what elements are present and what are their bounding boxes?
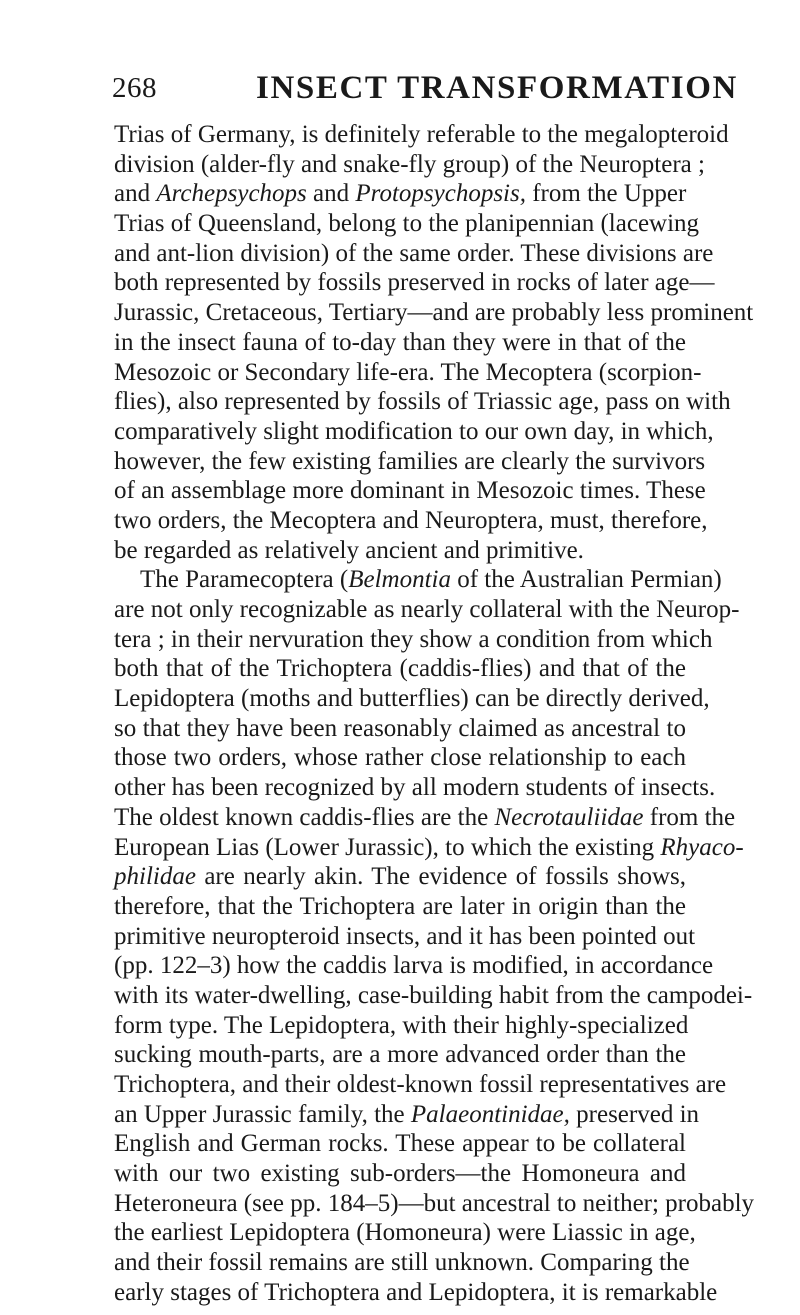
text-line [114,387,731,417]
text-line [114,328,686,358]
running-head [0,70,800,110]
text-run: and ant-lion division) of the same order. These divisions are [114,239,714,267]
text-run: Trichoptera, and their oldest-known fossil representatives are [114,1071,727,1098]
text-run: The oldest known caddis-flies are the [114,803,495,831]
text-line [114,120,729,150]
text-run: (pp. 122–3) how the caddis larva is modified, in accordance [114,952,714,980]
text-run: division (alder-fly and snake-fly group) of the Neuroptera ; [114,150,705,178]
italic-term: Palaeontinidae, [410,1100,570,1128]
text-run: and their fossil remains are still unknown. Comparing the [114,1249,690,1277]
text-line [114,922,696,952]
text-line [114,1011,689,1041]
text-line [114,892,686,922]
text-line [114,179,686,209]
text-line [114,150,705,180]
text-line [114,1159,686,1189]
text-line [114,239,714,269]
text-run: English and German rocks. These appear to be collateral [114,1130,686,1158]
text-line [114,268,715,298]
text-run: two orders, the Mecoptera and Neuroptera, must, therefore, [114,506,708,534]
text-run: and [306,180,356,208]
text-run: with its water-dwelling, case-building habit from the campodei- [114,981,753,1009]
italic-term: Protopsychopsis, [355,180,526,208]
text-run: of the Australian Permian) [450,566,722,594]
text-line [114,1040,686,1070]
text-line [114,417,714,447]
text-line [114,743,686,773]
text-line [114,1070,727,1100]
text-line [114,1218,696,1248]
text-run: Lepidoptera (moths and butterflies) can be directly derived, [114,685,710,713]
text-run: flies), also represented by fossils of Triassic age, pass on with [114,388,731,416]
text-run: therefore, that the Trichoptera are later in origin than the [114,892,686,920]
text-run: primitive neuropteroid insects, and it has been pointed out [114,922,696,950]
italic-term: philidae [114,863,196,891]
text-line [114,358,702,388]
text-line [114,654,686,684]
text-run: sucking mouth-parts, are a more advanced order than the [114,1041,686,1069]
text-line [114,298,754,328]
text-line [114,1278,718,1308]
text-line [114,773,716,803]
text-run: are not only recognizable as nearly collateral with the Neurop- [114,596,740,623]
text-run: Trias of Queensland, belong to the planipennian (lacewing [114,210,700,238]
text-line [114,1129,686,1159]
text-run: however, the few existing families are clearly the survivors [114,447,706,475]
text-run: with our two existing sub-orders—the Homoneura and [114,1160,686,1188]
text-run: from the [643,803,736,831]
italic-term: Rhyaco- [660,833,744,861]
text-line [114,803,736,833]
italic-term: Necrotauliidae [494,803,644,831]
text-run: those two orders, whose rather close relationship to each [114,744,686,772]
text-line [114,565,722,595]
text-line [114,506,708,536]
page-number: 268 [112,72,157,104]
text-run: in the insect fauna of to-day than they were in that of the [114,328,686,356]
text-run: both that of the Trichoptera (caddis-flies) and that of the [114,655,686,683]
text-run: early stages of Trichoptera and Lepidoptera, it is remarkable [114,1278,718,1306]
text-run: comparatively slight modification to our own day, in which, [114,417,714,445]
text-run: European Lias (Lower Jurassic), to which the existing [114,833,661,861]
text-line [114,625,713,655]
text-run: Jurassic, Cretaceous, Tertiary—and are probably less prominent [114,299,754,327]
text-run: and [114,180,157,208]
body-text [114,120,755,1308]
text-line [114,862,686,892]
text-run: form type. The Lepidoptera, with their highly-specialized [114,1011,689,1039]
text-line [114,714,686,744]
text-line [114,1248,690,1278]
text-line [114,447,706,477]
text-line [114,209,700,239]
text-run: so that they have been reasonably claimed as ancestral to [114,714,686,742]
text-run: Mesozoic or Secondary life-era. The Mecoptera (scorpion- [114,358,702,386]
text-run: of an assemblage more dominant in Mesozoic times. These [114,477,706,505]
text-line [114,595,740,625]
text-line [114,476,706,506]
text-line [114,1100,700,1130]
text-line [114,536,686,566]
italic-term: Belmontia [348,566,451,594]
text-line [114,833,744,863]
italic-term: Archepsychops [156,180,307,208]
text-line [114,951,714,981]
text-run: preserved in [569,1100,700,1128]
text-run: be regarded as relatively ancient and primitive. [114,536,584,564]
text-line [114,684,710,714]
text-run: tera ; in their nervuration they show a condition from which [114,625,713,653]
text-line [114,981,753,1011]
text-run: from the Upper [525,180,687,208]
text-run: an Upper Jurassic family, the [114,1100,411,1128]
text-run: The Paramecoptera ( [140,566,349,594]
text-run: other has been recognized by all modern students of insects. [114,774,716,802]
text-run: Heteroneura (see pp. 184–5)—but ancestral to neither; probably [114,1189,755,1217]
text-run: Trias of Germany, is definitely referable to the megalopteroid [114,121,729,148]
running-title: INSECT TRANSFORMATION [256,70,738,106]
text-line [114,1189,755,1219]
text-run: the earliest Lepidoptera (Homoneura) were Liassic in age, [114,1219,696,1247]
text-run: are nearly akin. The evidence of fossils shows, [195,863,686,891]
text-run: both represented by fossils preserved in rocks of later age— [114,269,715,297]
